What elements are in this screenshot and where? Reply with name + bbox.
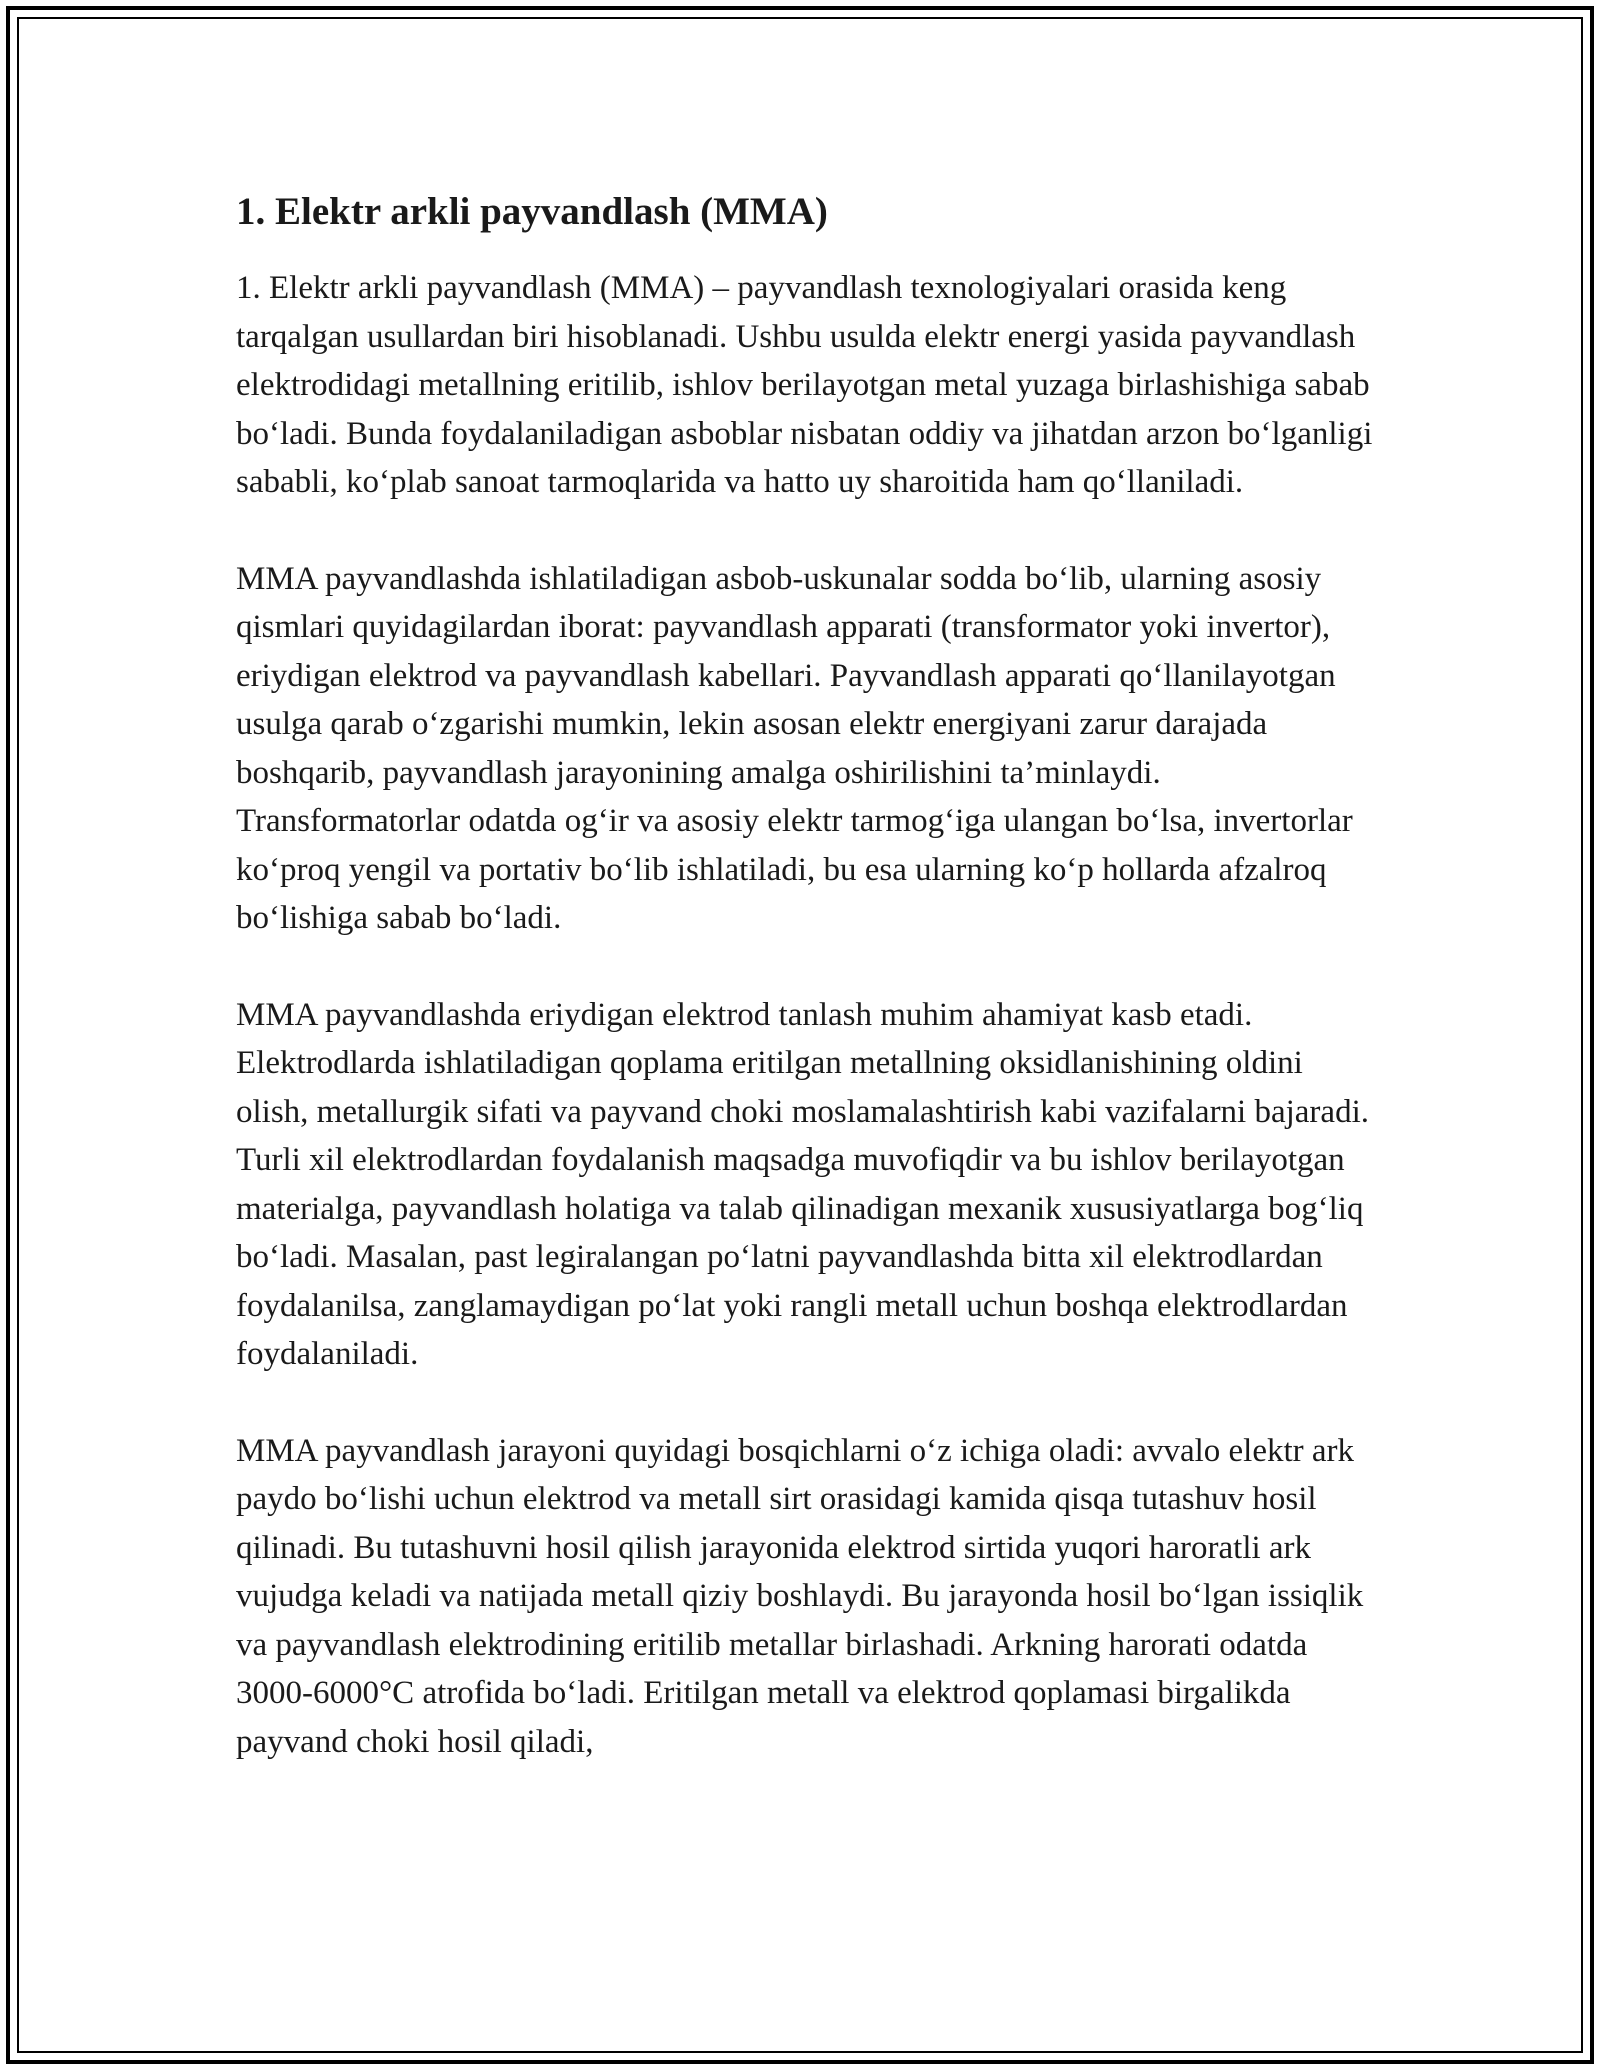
section-heading: 1. Elektr arkli payvandlash (MMA)	[236, 190, 828, 233]
paragraph-intro: 1. Elektr arkli payvandlash (MMA) – payvandlash texnologiyalari orasida keng tarqalgan usullardan biri hisoblanadi. Ushbu usulda elektr energi yasida payvandlash elektrodidagi metallning eritilib, ishlov berilayotgan metal yuzaga birlashishiga sabab boʻladi. Bunda foydalaniladigan asboblar nisbatan oddiy va jihatdan arzon boʻlganligi sababli, koʻplab sanoat tarmoqlarida va hatto uy sharoitida ham qoʻllaniladi.	[236, 270, 1373, 500]
document-body	[236, 186, 1376, 1814]
paragraph-equipment: MMA payvandlashda ishlatiladigan asbob-uskunalar sodda boʻlib, ularning asosiy qismlari quyidagilardan iborat: payvandlash apparati (transformator yoki invertor), eriydigan elektrod va payvandlash kabellari. Payvandlash apparati qoʻllanilayotgan usulga qarab oʻzgarishi mumkin, lekin asosan elektr energiyani zarur darajada boshqarib, payvandlash jarayonining amalga oshirilishini ta’minlaydi. Transformatorlar odatda ogʻir va asosiy elektr tarmogʻiga ulangan boʻlsa, invertorlar koʻproq yengil va portativ boʻlib ishlatiladi, bu esa ularning koʻp hollarda afzalroq boʻlishiga sabab boʻladi.	[236, 560, 1353, 936]
paragraph-electrodes: MMA payvandlashda eriydigan elektrod tanlash muhim ahamiyat kasb etadi. Elektrodlarda ishlatiladigan qoplama eritilgan metallning oksidlanishining oldini olish, metallurgik sifati va payvand choki moslamalashtirish kabi vazifalarni bajaradi. Turli xil elektrodlardan foydalanish maqsadga muvofiqdir va bu ishlov berilayotgan materialga, payvandlash holatiga va talab qilinadigan mexanik xususiyatlarga bogʻliq boʻladi. Masalan, past legiralangan poʻlatni payvandlashda bitta xil elektrodlardan foydalanilsa, zanglamaydigan poʻlat yoki rangli metall uchun boshqa elektrodlardan foydalaniladi.	[236, 996, 1369, 1372]
paragraph-process: MMA payvandlash jarayoni quyidagi bosqichlarni oʻz ichiga oladi: avvalo elektr ark paydo boʻlishi uchun elektrod va metall sirt orasidagi kamida qisqa tutashuv hosil qilinadi. Bu tutashuvni hosil qilish jarayonida elektrod sirtida yuqori haroratli ark vujudga keladi va natijada metall qiziy boshlaydi. Bu jarayonda hosil boʻlgan issiqlik va payvandlash elektrodining eritilib metallar birlashadi. Arkning harorati odatda 3000-6000°C atrofida boʻladi. Eritilgan metall va elektrod qoplamasi birgalikda payvand choki hosil qiladi,	[236, 1432, 1364, 1760]
